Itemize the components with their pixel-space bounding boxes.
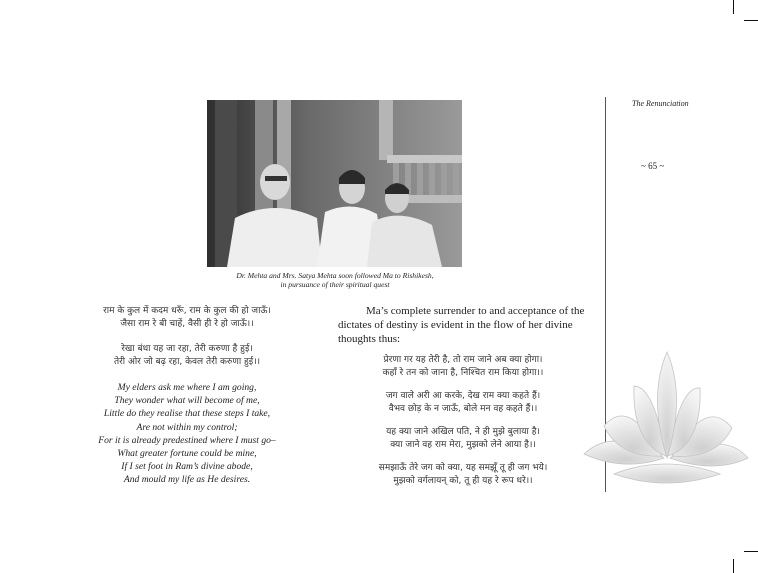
crop-mark <box>744 20 758 21</box>
verse-line: जग वाले अरी आ करके, देख राम क्या कहते हैं। <box>385 391 541 401</box>
english-verse <box>62 381 312 487</box>
verse-line: रेखा बंधा यह जा रहा, तेरी करुणा है हुई। <box>121 344 253 354</box>
verse-line: They wonder what will become of me, <box>114 395 260 407</box>
photo-caption <box>190 271 480 289</box>
verse-line: क्या जाने वह राम मेरा, मुझको लेने आया है।। <box>390 440 536 450</box>
right-column <box>338 304 588 498</box>
verse-line: प्रेरणा गर यह तेरी है, तो राम जाने अब क्या होगा। <box>383 355 543 365</box>
verse-line: मुझको वर्गलायन् को, तू ही यह रे रूप धरे।। <box>393 476 533 486</box>
verse-line: If I set foot in Ram’s divine abode, <box>121 461 253 473</box>
hindi-stanza <box>338 462 588 488</box>
caption-line-1: Dr. Mehta and Mrs. Satya Mehta soon followed Ma to Rishikesh, <box>236 271 434 280</box>
verse-line: What greater fortune could be mine, <box>117 448 257 460</box>
verse-line: वैभव छोड़ के न जाऊँ, बोले मन वह कहते हैं।। <box>388 404 538 414</box>
verse-line: Are not within my control; <box>136 421 238 433</box>
verse-line: राम के कुल में कदम धरूँ, राम के कुल की हो जाऊँ। <box>103 306 271 316</box>
verse-line: And mould my life as He desires. <box>123 474 251 486</box>
photograph-illustration <box>207 100 462 267</box>
verse-line: Little do they realise that these steps I take, <box>103 408 271 420</box>
lotus-illustration <box>574 346 758 510</box>
hindi-stanza <box>62 305 312 331</box>
crop-mark <box>733 0 734 14</box>
caption-line-2: in pursuance of their spiritual quest <box>280 280 390 289</box>
hindi-stanza <box>338 426 588 452</box>
left-column <box>62 305 312 487</box>
crop-mark <box>733 559 734 573</box>
verse-line: जैसा राम रे बी चाहें, वैसी ही रे हो जाऊँ।। <box>120 319 254 329</box>
verse-line: समझाऊँ तेरे जग को क्या, यह समझूँ तू ही जग भये। <box>378 463 548 473</box>
verse-line: My elders ask me where I am going, <box>117 382 257 393</box>
intro-paragraph: Ma’s complete surrender to and acceptance of the dictates of destiny is evident in the flow of her divine thoughts thus: <box>338 305 585 345</box>
hindi-stanza <box>338 354 588 380</box>
crop-mark <box>744 551 758 552</box>
verse-line: For it is already predestined where I must go– <box>98 434 276 446</box>
running-head: The Renunciation <box>632 99 689 108</box>
verse-line: तेरी ओर जो बढ़ रहा, केवल तेरी करुणा हुई।। <box>113 357 261 367</box>
page-number: ~ 65 ~ <box>641 161 665 171</box>
hindi-stanza <box>62 343 312 369</box>
verse-line: यह क्या जाने अखिल पति, ने ही मुझे बुलाया है। <box>386 427 540 437</box>
hindi-stanza <box>338 390 588 416</box>
verse-line: कहाँ रे तन को जाना है, निश्चित राम किया होगा।। <box>382 368 544 378</box>
photograph <box>207 100 462 267</box>
